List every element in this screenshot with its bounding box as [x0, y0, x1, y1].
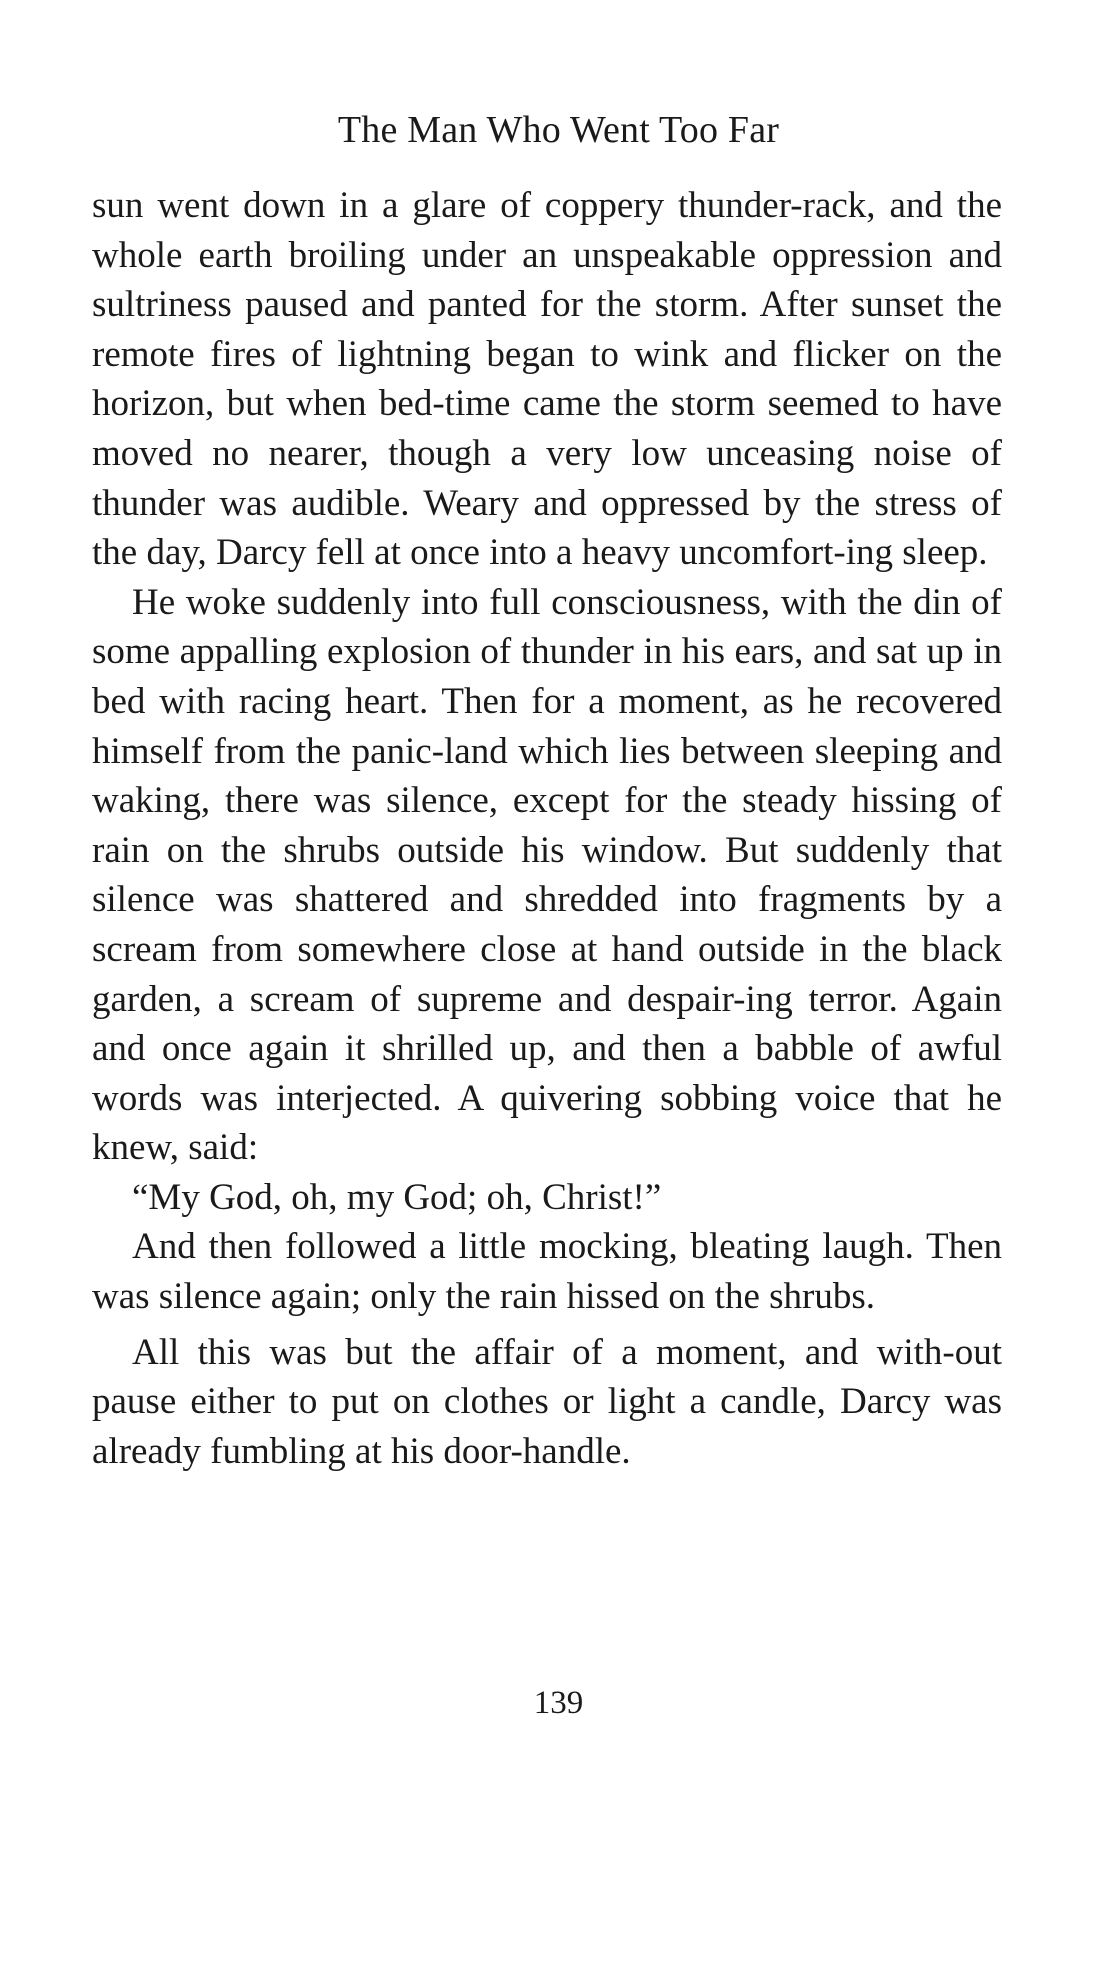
page-number: 139: [533, 1685, 584, 1721]
paragraph-awakening: He woke suddenly into full consciousness, with the din of some appalling explosion of thunder in his ears, and sat up in bed with racing heart. Then for a moment, as he recovered himself from the panic-land which lies between sleeping and waking, there was silence, except for the steady hissing of rain on the shrubs outside his window. But suddenly that silence was shattered and shredded into fragments by a scream from somewhere close at hand outside in the black garden, a scream of supreme and despair-ing terror. Again and once again it shrilled up, and then a babble of awful words was interjected. A quivering sobbing voice that he knew, said:: [92, 581, 1002, 1169]
paragraph-continuation: sun went down in a glare of coppery thunder-rack, and the whole earth broiling under an unspeakable oppression and sultriness paused and panted for the storm. After sunset the remote fires of lightning began to wink and flicker on the horizon, but when bed-time came the storm seemed to have moved no nearer, though a very low unceasing noise of thunder was audible. Weary and oppressed by the stress of the day, Darcy fell at once into a heavy uncomfort-ing sleep.: [92, 185, 1002, 574]
body-text: [92, 181, 1002, 1476]
paragraph-laugh: And then followed a little mocking, bleating laugh. Then was silence again; only the rain hissed on the shrubs.: [92, 1226, 1002, 1318]
running-head: The Man Who Went Too Far: [337, 109, 780, 151]
paragraph-door-handle: All this was but the affair of a moment, and with-out pause either to put on clothes or light a candle, Darcy was already fumbling at his door-handle.: [92, 1331, 1002, 1472]
paragraph-quotation: “My God, oh, my God; oh, Christ!”: [132, 1176, 662, 1218]
